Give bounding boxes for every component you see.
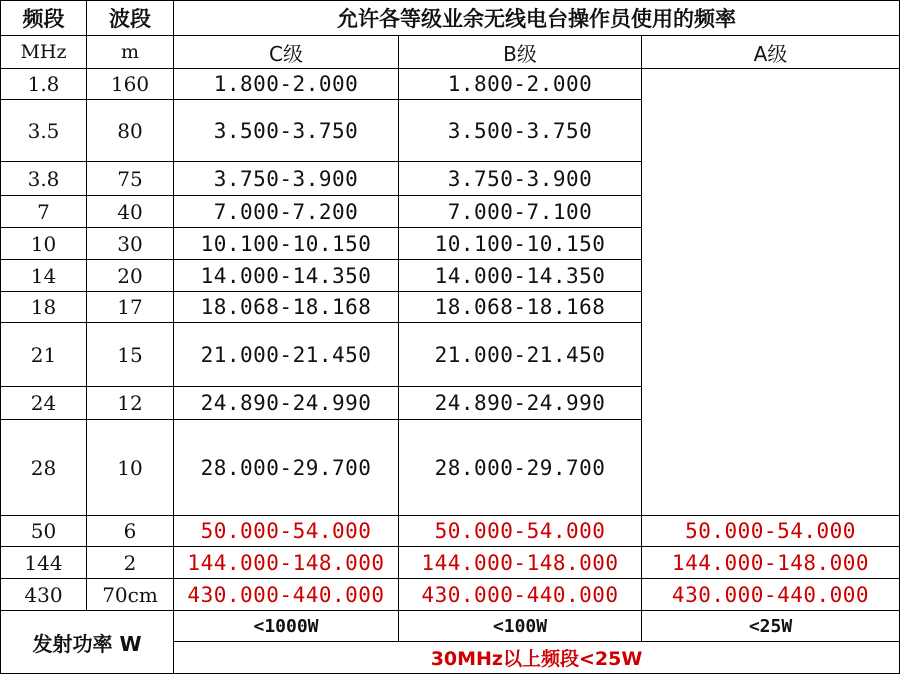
class-a-range: 50.000-54.000: [642, 516, 900, 547]
table-row: [1, 516, 900, 547]
band-cell: 7: [1, 196, 87, 228]
class-b-range: 3.750-3.900: [399, 162, 642, 196]
power-label: 发射功率 W: [1, 611, 174, 674]
band-cell: 3.8: [1, 162, 87, 196]
class-c-header: C级: [174, 36, 399, 69]
class-a-range: 430.000-440.000: [642, 579, 900, 611]
wave-cell: 40: [87, 196, 174, 228]
class-b-range: 21.000-21.450: [399, 323, 642, 387]
wave-cell: 80: [87, 100, 174, 162]
class-c-range: 7.000-7.200: [174, 196, 399, 228]
class-b-range: 14.000-14.350: [399, 260, 642, 292]
header-band: 频段: [1, 1, 87, 36]
band-cell: 1.8: [1, 69, 87, 100]
class-b-range: 28.000-29.700: [399, 420, 642, 516]
band-cell: 24: [1, 387, 87, 420]
header-row: [1, 1, 900, 36]
class-c-range: 18.068-18.168: [174, 292, 399, 323]
class-c-range: 3.750-3.900: [174, 162, 399, 196]
wave-cell: 75: [87, 162, 174, 196]
band-cell: 3.5: [1, 100, 87, 162]
class-a-header: A级: [642, 36, 900, 69]
wave-cell: 12: [87, 387, 174, 420]
unit-band: MHz: [1, 36, 87, 69]
power-note: 30MHz以上频段<25W: [174, 642, 900, 674]
header-wave: 波段: [87, 1, 174, 36]
table-row: [1, 547, 900, 579]
class-b-range: 18.068-18.168: [399, 292, 642, 323]
class-c-range: 10.100-10.150: [174, 228, 399, 260]
wave-cell: 70cm: [87, 579, 174, 611]
band-cell: 14: [1, 260, 87, 292]
class-c-range: 144.000-148.000: [174, 547, 399, 579]
band-cell: 18: [1, 292, 87, 323]
class-c-range: 430.000-440.000: [174, 579, 399, 611]
band-cell: 10: [1, 228, 87, 260]
wave-cell: 20: [87, 260, 174, 292]
class-c-range: 1.800-2.000: [174, 69, 399, 100]
table-row: [1, 69, 900, 100]
wave-cell: 15: [87, 323, 174, 387]
band-cell: 28: [1, 420, 87, 516]
class-a-power: <25W: [642, 611, 900, 642]
wave-cell: 160: [87, 69, 174, 100]
class-b-range: 144.000-148.000: [399, 547, 642, 579]
band-cell: 430: [1, 579, 87, 611]
class-b-range: 7.000-7.100: [399, 196, 642, 228]
band-cell: 21: [1, 323, 87, 387]
table-title: 允许各等级业余无线电台操作员使用的频率: [174, 1, 900, 36]
wave-cell: 6: [87, 516, 174, 547]
wave-cell: 17: [87, 292, 174, 323]
class-b-range: 430.000-440.000: [399, 579, 642, 611]
class-c-range: 24.890-24.990: [174, 387, 399, 420]
unit-wave: m: [87, 36, 174, 69]
class-b-range: 10.100-10.150: [399, 228, 642, 260]
class-b-range: 50.000-54.000: [399, 516, 642, 547]
class-c-range: 50.000-54.000: [174, 516, 399, 547]
subheader-row: [1, 36, 900, 69]
band-cell: 144: [1, 547, 87, 579]
table-row: [1, 579, 900, 611]
class-c-range: 14.000-14.350: [174, 260, 399, 292]
class-c-power: <1000W: [174, 611, 399, 642]
class-c-range: 3.500-3.750: [174, 100, 399, 162]
class-a-range: 144.000-148.000: [642, 547, 900, 579]
wave-cell: 30: [87, 228, 174, 260]
class-b-header: B级: [399, 36, 642, 69]
class-b-range: 3.500-3.750: [399, 100, 642, 162]
class-c-range: 21.000-21.450: [174, 323, 399, 387]
class-b-range: 24.890-24.990: [399, 387, 642, 420]
power-row: [1, 611, 900, 642]
class-b-power: <100W: [399, 611, 642, 642]
wave-cell: 10: [87, 420, 174, 516]
class-c-range: 28.000-29.700: [174, 420, 399, 516]
wave-cell: 2: [87, 547, 174, 579]
class-a-empty-cell: [642, 69, 900, 516]
class-b-range: 1.800-2.000: [399, 69, 642, 100]
band-cell: 50: [1, 516, 87, 547]
